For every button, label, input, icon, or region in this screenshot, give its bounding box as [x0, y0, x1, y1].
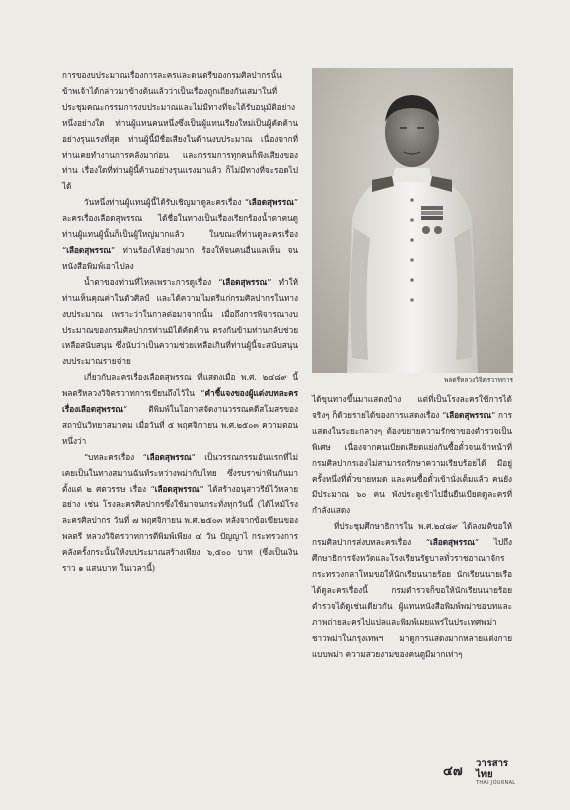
play-title-bold: เลือดสุพรรณ [66, 244, 112, 255]
paragraph-text: ” ตีพิมพ์ในโอกาสจัดงานวรรณคดีสโมสรของสถาบันวิทยาสมาคม เมื่อวันที่ ๕ พฤศจิกายน พ.ศ.๒๕๐๓ ความตอนหนึ่งว่า [62, 404, 298, 446]
paragraph [312, 392, 512, 519]
paragraph [62, 68, 298, 195]
paragraph-text: ” การแสดงในระยะกลางๆ ต้องขยายความรักซาของตำรวจเป็นพิเศษ เนื่องจากคนเบียดเสียดแย่งกันซื้อตั๋วจนเจ้าหน้าที่กรมศิลปากรเองไม่สามารถรักษาความเรียบร้อยได้ มีอยู่ครั้งหนึ่งที่ตั๋วขายหมด และคนซื้อตั๋วเข้านั่งเต็มแล้ว คนยังมีประมาณ ๖๐ คน พังประตูเข้าไปอื่นยืนเบียดดูละครที่กำลังแสดง [312, 409, 513, 516]
paragraph-text: น้ำตาของท่านที่ไหลเพราะการดูเรื่อง “ [84, 276, 223, 287]
paragraph-text: ที่ประชุมศึกษาธิการใน พ.ศ.๒๔๘๙ ได้ลงมติขอให้กรมศิลปากรส่งบทละครเรื่อง “ [312, 521, 512, 548]
logo-subtitle: THAI JOURNAL [476, 780, 516, 786]
paragraph-text: ” ไปถึงศึกษาธิการจังหวัดและโรงเรียนรัฐบาลทั่วราชอาณาจักร กระทรวงกลาโหมขอให้นักเรียนนายร้อย นักเรียนนายเรือได้ดูละครเรื่องนี้ กรมตำรวจก็ขอให้นักเรียนนายร้อยตำรวจได้ดูเช่นเดียวกัน ผู้แทนหนังสือพิมพ์พม่าขอบทและภาพถ่ายละครไปแปลและพิมพ์เผยแพร่ในประเทศพม่า ชาวพม่าในกรุงเทพฯ มาดูการแสดงมากหลายแต่งกายแบบพม่า ความสวยงามของคนดูมีมากเท่าๆ [312, 537, 512, 659]
logo-title: วารสารไทย [476, 758, 509, 780]
right-text-column [312, 392, 512, 662]
paragraph [312, 519, 512, 662]
play-title-bold: เลือดสุพรรณ [430, 537, 475, 548]
paragraph-text: วันหนึ่งท่านผู้แทนผู้นี้ได้รับเชิญมาดูละครเรื่อง “ [84, 197, 249, 208]
page-number: ๔๗ [443, 764, 463, 779]
magazine-logo [476, 758, 524, 786]
paragraph-text: การของบประมาณเรื่องการละครและดนตรีของกรมศิลปากรนั้น ข้าพเจ้าได้กล่าวมาข้างต้นแล้วว่าเป็นเรื่องถูกเถียงกันเสมาในที่ประชุมคณะกรรมการงบประมาณและไม่มีทางที่จะได้รับอนุมัติอย่างหนึ่งอย่างใด ท่านผู้แทนคนหนึ่งซึ่งเป็นผู้แทนเรียงใหม่เป็นผู้คัดค้านอย่างรุนแรงที่สุด ท่านผู้นี้มีชื่อเสียงในด้านงบประมาณ เนื่องจากที่ท่านเคยทำงานการคลังมาก่อน และกรรมการทุกคนก็ฟังเสียงของท่าน เรื่องใดที่ท่านผู้นี้ค้านอย่างรุนแรงมาแล้ว ก็ไม่มีทางที่จะรอดไปได้ [62, 70, 298, 192]
paragraph [62, 370, 298, 450]
paragraph-text: ” ทำให้ท่านเห็นคุณค่าในตัวศิลป์ และได้ความไมตรีแก่กรมศิลปากรในทางงบประมาณ เพราะว่าในกาลต่อมาจากนั้น เมื่อถึงการพิจารณางบประมาณของกรมศิลปากรท่านมิได้คัดค้าน ตรงกันข้ามท่านกลับช่วยเหลือสนับสนุน ซึ่งนับว่าเป็นความช่วยเหลือเกินที่ท่านผู้นี้จะสนับสนุนงบประมาณรายจ่าย [62, 276, 298, 367]
paragraph-text: เกี่ยวกับละครเรื่องเลือดสุพรรณ ที่แสดงเมื่อ พ.ศ. ๒๔๘๙ นี้ พลตรีหลวงวิจิตรวาทการเขียนถึงไว้ใน “ [62, 372, 298, 399]
paragraph-text: “บทละครเรื่อง “ [84, 451, 147, 462]
paragraph-text: ” เป็นวรรณกรรมอันแรกที่ไม่เคยเป็นในทางสมานฉันท์ระหว่างพม่ากับไทย ซึ่งรบราฆ่าฟันกันมาตั้งแต่ ๒ ศตวรรษ เรื่อง “ [62, 451, 299, 494]
paragraph-text: ” ได้สร้างอนุสาวรีย์ไว้หลายอย่าง เช่น โรงละครศิลปากรซึ่งใช้มาจนกระทั่งทุกวันนี้ (ได้ไหม้โรงละครศิลปากร วันที่ ๗ พฤศจิกายน พ.ศ.๒๕๐๓ หลังจากข้อเขียนของพลตรี หลวงวิจิตรวาทการตีพิมพ์เพียง ๔ วัน ปัญญาไ กระทรวงการคลังครั้งกระนั้นให้งบประมาณสร้างเพียง ๖,๕๐๐ บาท (ซึ่งเป็นเงินราว ๑ แสนบาท ในเวลานี้) [62, 483, 298, 574]
play-title-bold: เลือดสุพรรณ [146, 451, 192, 462]
portrait-illustration [312, 68, 513, 373]
paragraph [62, 195, 298, 275]
paragraph-text: ” ท่านร้องไห้อย่างมาก ร้องให้จนคนอื่นแลเห็น จนหนังสือพิมพ์เอาไปลง [62, 244, 298, 271]
portrait-photo [312, 68, 513, 373]
play-title-bold: เลือดสุพรรณ [154, 483, 200, 494]
paragraph [62, 275, 298, 370]
left-text-column [62, 68, 298, 577]
photo-caption: พลตรีหลวงวิจิตรวาทการ [312, 373, 513, 387]
paragraph [62, 450, 298, 577]
play-title-bold: เลือดสุพรรณ [222, 276, 268, 287]
play-title-bold: เลือดสุพรรณ [248, 197, 294, 208]
paragraph-text: ได้ขุนทางขึ้นมาแสดงบ้าง แต่ที่เป็นโรงละครใช้การได้จริงๆ ก็ด้วยรายได้ของการแสดงเรื่อง “ [312, 394, 512, 420]
document-title-bold: คำชี้แจงของผู้แต่งบทละครเรื่องเลือดสุพรรณ [62, 388, 298, 415]
play-title-bold: เลือดสุพรรณ [446, 409, 492, 420]
paragraph-text: ” ละครเรื่องเลือดสุพรรณ ได้ชื่อในทางเป็นเรื่องเรียกร้องน้ำตาคนดู ท่านผู้แทนผู้นั้นก็เป็นผู้ใหญ่มากแล้ว ในขณะที่ท่านดูละครเรื่อง “ [62, 197, 298, 255]
